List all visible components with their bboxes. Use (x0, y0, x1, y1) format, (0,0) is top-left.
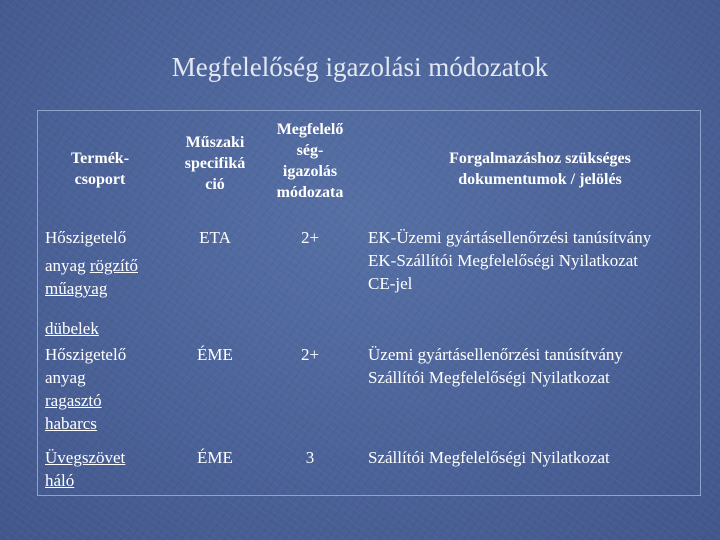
row-3-product (45, 446, 175, 492)
row-2-spec: ÉME (197, 345, 233, 364)
header-technical-spec (165, 132, 265, 195)
product-line: dübelek (45, 319, 99, 338)
header-line: csoport (74, 171, 126, 188)
header-documents (390, 148, 690, 190)
product-line: Hőszigetelő (45, 228, 127, 247)
row-2-product (45, 343, 175, 435)
header-product-group (40, 148, 160, 190)
document-line: CE-jel (368, 274, 413, 293)
product-line: anyag rögzítő (45, 256, 138, 275)
header-conformity (255, 119, 365, 203)
row-3-spec: ÉME (197, 448, 233, 467)
product-line: Üvegszövet (45, 448, 126, 467)
header-line: módozata (276, 184, 344, 201)
product-line: habarcs (45, 414, 97, 433)
header-line: igazolás (282, 163, 338, 180)
header-line: Megfelelő (276, 121, 344, 138)
product-line: háló (45, 471, 75, 490)
row-1-spec: ETA (199, 228, 231, 247)
header-line: specifiká (184, 155, 246, 172)
document-line: Szállítói Megfelelőségi Nyilatkozat (368, 448, 610, 467)
product-line: anyag (45, 368, 86, 387)
header-line: Termék- (70, 150, 130, 167)
header-line: Műszaki (185, 134, 245, 151)
header-line: Forgalmazáshoz szükséges (449, 150, 631, 167)
row-2-conformity: 2+ (300, 345, 320, 364)
product-line: ragasztó (45, 391, 102, 410)
document-line: Üzemi gyártásellenőrzési tanúsítvány (368, 345, 623, 364)
row-3-documents (368, 446, 700, 469)
header-line: dokumentumok / jelölés (458, 171, 622, 188)
row-1-product (45, 226, 175, 340)
document-line: EK-Üzemi gyártásellenőrzési tanúsítvány (368, 228, 652, 247)
row-3-conformity: 3 (305, 448, 315, 467)
row-1-documents (368, 226, 700, 295)
slide-title: Megfelelőség igazolási módozatok (171, 52, 549, 82)
row-1-conformity: 2+ (300, 228, 320, 247)
row-2-documents (368, 343, 700, 389)
product-line: műagyag (45, 279, 108, 298)
header-line: ció (205, 176, 225, 193)
document-line: EK-Szállítói Megfelelőségi Nyilatkozat (368, 251, 639, 270)
document-line: Szállítói Megfelelőségi Nyilatkozat (368, 368, 610, 387)
product-line: Hőszigetelő (45, 345, 127, 364)
header-line: ség- (296, 142, 324, 159)
